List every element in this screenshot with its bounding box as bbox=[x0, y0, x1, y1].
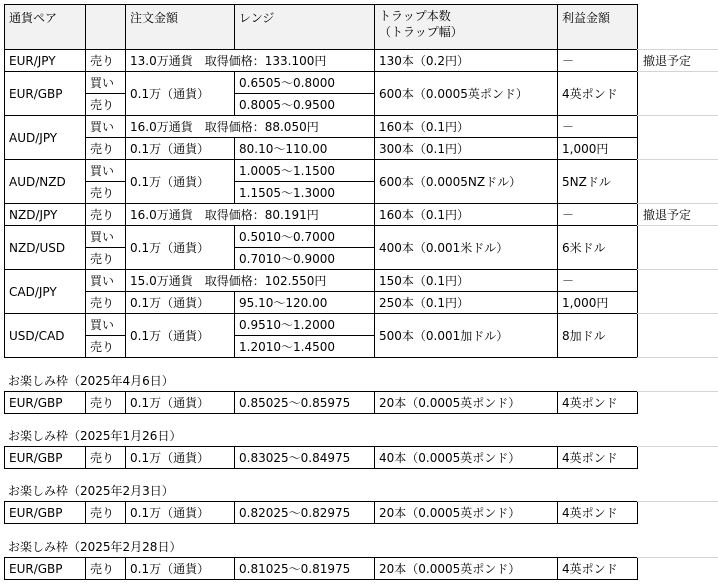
pair-cell: EUR/GBP bbox=[4, 557, 86, 580]
header-range: レンジ bbox=[234, 4, 375, 50]
range-cell: 95.10～120.00 bbox=[234, 291, 375, 314]
side-cell: 売り bbox=[85, 137, 126, 160]
pair-cell: NZD/JPY bbox=[4, 203, 86, 226]
side-cell: 売り bbox=[85, 557, 126, 580]
fun-section-title: お楽しみ枠（2025年2月28日） bbox=[8, 539, 182, 554]
side-cell: 売り bbox=[85, 181, 126, 204]
profit-cell: 4英ポンド bbox=[557, 446, 638, 469]
amount-cell: 16.0万通貨 取得価格：80.191円 bbox=[125, 203, 375, 226]
traps-cell: 130本（0.2円） bbox=[374, 49, 558, 72]
amount-cell: 0.1万（通貨） bbox=[125, 71, 235, 116]
side-cell: 買い bbox=[85, 71, 126, 94]
range-cell: 0.83025～0.84975 bbox=[234, 446, 375, 469]
side-cell: 買い bbox=[85, 313, 126, 336]
header-trap-count-line1: トラップ本数 bbox=[379, 9, 451, 23]
amount-cell: 16.0万通貨 取得価格：88.050円 bbox=[125, 115, 375, 138]
traps-cell: 160本（0.1円） bbox=[374, 115, 558, 138]
side-cell: 買い bbox=[85, 225, 126, 248]
traps-cell: 600本（0.0005NZドル） bbox=[374, 159, 558, 204]
profit-cell: 5NZドル bbox=[557, 159, 638, 204]
pair-cell: AUD/JPY bbox=[4, 115, 86, 160]
traps-cell: 400本（0.001米ドル） bbox=[374, 225, 558, 270]
profit-cell: 4英ポンド bbox=[557, 557, 638, 580]
side-cell: 売り bbox=[85, 501, 126, 524]
header-trap-count bbox=[374, 4, 558, 50]
range-cell: 0.81025～0.81975 bbox=[234, 557, 375, 580]
amount-cell: 0.1万（通貨） bbox=[125, 391, 235, 414]
pair-cell: EUR/GBP bbox=[4, 391, 86, 414]
side-cell: 売り bbox=[85, 391, 126, 414]
traps-cell: 40本（0.0005英ポンド） bbox=[374, 446, 558, 469]
range-cell: 0.82025～0.82975 bbox=[234, 501, 375, 524]
range-cell: 0.5010～0.7000 bbox=[234, 225, 375, 248]
range-cell: 1.0005～1.1500 bbox=[234, 159, 375, 182]
amount-cell: 0.1万（通貨） bbox=[125, 501, 235, 524]
profit-cell: － bbox=[557, 115, 638, 138]
amount-cell: 0.1万（通貨） bbox=[125, 137, 235, 160]
side-cell: 売り bbox=[85, 247, 126, 270]
traps-cell: 150本（0.1円） bbox=[374, 269, 558, 292]
amount-cell: 0.1万（通貨） bbox=[125, 557, 235, 580]
profit-cell: 8加ドル bbox=[557, 313, 638, 358]
sheet-gridlines bbox=[637, 4, 718, 584]
profit-cell: 4英ポンド bbox=[557, 501, 638, 524]
profit-cell: － bbox=[557, 49, 638, 72]
range-cell: 0.8005～0.9500 bbox=[234, 93, 375, 116]
side-cell: 売り bbox=[85, 203, 126, 226]
profit-cell: － bbox=[557, 203, 638, 226]
profit-cell: 1,000円 bbox=[557, 137, 638, 160]
range-cell: 1.2010～1.4500 bbox=[234, 335, 375, 358]
range-cell: 0.7010～0.9000 bbox=[234, 247, 375, 270]
fun-section-title: お楽しみ枠（2025年2月3日） bbox=[8, 483, 174, 498]
pair-cell: EUR/JPY bbox=[4, 49, 86, 72]
fun-section-title: お楽しみ枠（2025年1月26日） bbox=[8, 428, 182, 443]
amount-cell: 0.1万（通貨） bbox=[125, 446, 235, 469]
profit-cell: 6米ドル bbox=[557, 225, 638, 270]
amount-cell: 0.1万（通貨） bbox=[125, 291, 235, 314]
traps-cell: 250本（0.1円） bbox=[374, 291, 558, 314]
traps-cell: 500本（0.001加ドル） bbox=[374, 313, 558, 358]
pair-cell: CAD/JPY bbox=[4, 269, 86, 314]
profit-cell: 4英ポンド bbox=[557, 71, 638, 116]
traps-cell: 20本（0.0005英ポンド） bbox=[374, 391, 558, 414]
range-cell: 0.9510～1.2000 bbox=[234, 313, 375, 336]
side-cell: 売り bbox=[85, 446, 126, 469]
range-cell: 80.10～110.00 bbox=[234, 137, 375, 160]
fun-section-title: お楽しみ枠（2025年4月6日） bbox=[8, 373, 174, 388]
pair-cell: NZD/USD bbox=[4, 225, 86, 270]
profit-cell: 1,000円 bbox=[557, 291, 638, 314]
traps-cell: 300本（0.1円） bbox=[374, 137, 558, 160]
amount-cell: 13.0万通貨 取得価格：133.100円 bbox=[125, 49, 375, 72]
pair-cell: AUD/NZD bbox=[4, 159, 86, 204]
traps-cell: 160本（0.1円） bbox=[374, 203, 558, 226]
pair-cell: EUR/GBP bbox=[4, 71, 86, 116]
traps-cell: 600本（0.0005英ポンド） bbox=[374, 71, 558, 116]
profit-cell: － bbox=[557, 269, 638, 292]
amount-cell: 0.1万（通貨） bbox=[125, 313, 235, 358]
side-cell: 売り bbox=[85, 49, 126, 72]
profit-cell: 4英ポンド bbox=[557, 391, 638, 414]
side-cell: 買い bbox=[85, 159, 126, 182]
note-cell: 撤退予定 bbox=[643, 54, 692, 68]
range-cell: 0.6505～0.8000 bbox=[234, 71, 375, 94]
side-cell: 買い bbox=[85, 115, 126, 138]
range-cell: 0.85025～0.85975 bbox=[234, 391, 375, 414]
side-cell: 売り bbox=[85, 291, 126, 314]
header-order-amount: 注文金額 bbox=[125, 4, 235, 50]
header-pair: 通貨ペア bbox=[4, 4, 86, 50]
pair-cell: EUR/GBP bbox=[4, 501, 86, 524]
header-side bbox=[85, 4, 126, 50]
pair-cell: EUR/GBP bbox=[4, 446, 86, 469]
pair-cell: USD/CAD bbox=[4, 313, 86, 358]
side-cell: 売り bbox=[85, 335, 126, 358]
traps-cell: 20本（0.0005英ポンド） bbox=[374, 501, 558, 524]
side-cell: 買い bbox=[85, 269, 126, 292]
header-trap-count-line2: （トラップ幅） bbox=[379, 25, 463, 39]
note-cell: 撤退予定 bbox=[643, 208, 692, 222]
amount-cell: 0.1万（通貨） bbox=[125, 159, 235, 204]
traps-cell: 20本（0.0005英ポンド） bbox=[374, 557, 558, 580]
amount-cell: 0.1万（通貨） bbox=[125, 225, 235, 270]
amount-cell: 15.0万通貨 取得価格：102.550円 bbox=[125, 269, 375, 292]
header-profit: 利益金額 bbox=[557, 4, 638, 50]
range-cell: 1.1505～1.3000 bbox=[234, 181, 375, 204]
side-cell: 売り bbox=[85, 93, 126, 116]
